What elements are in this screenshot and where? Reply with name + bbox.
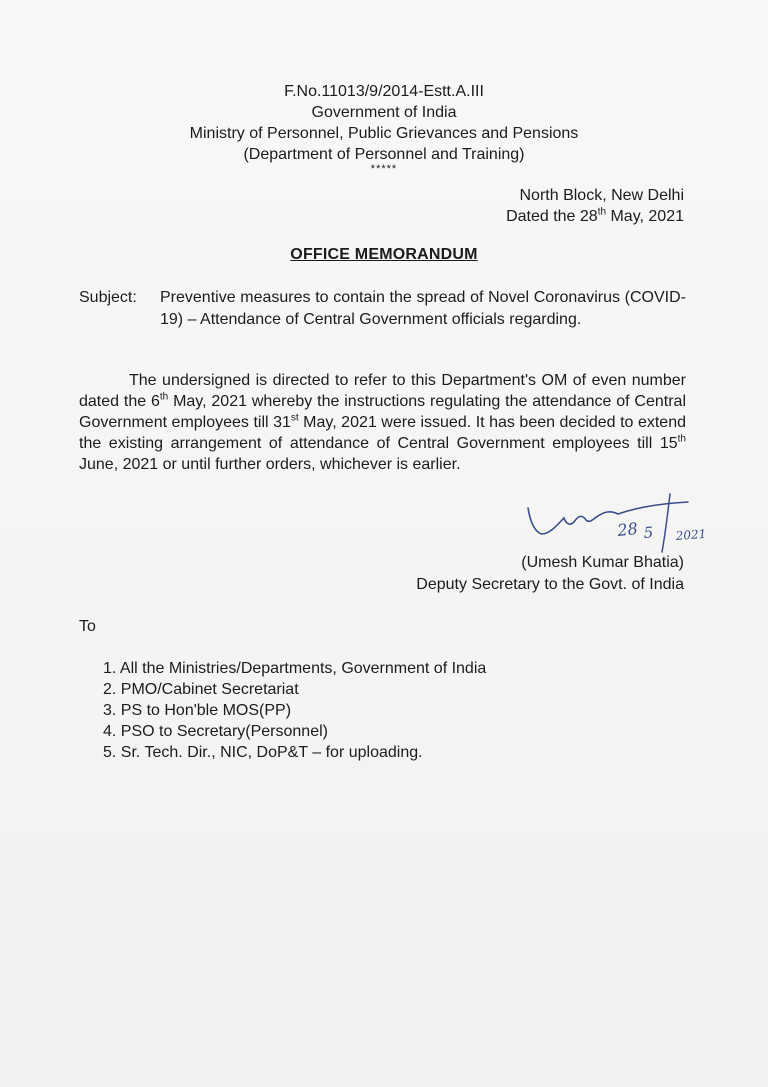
file-number: F.No.11013/9/2014-Estt.A.III	[284, 83, 484, 100]
body-text-4: June, 2021 or until further orders, whichever is earlier.	[79, 456, 461, 473]
distribution-list	[103, 658, 486, 763]
department-name: (Department of Personnel and Training)	[243, 146, 525, 163]
header-separator: *****	[370, 163, 398, 175]
list-item: 3. PS to Hon'ble MOS(PP)	[103, 702, 292, 719]
date-line	[506, 207, 684, 227]
list-item: 5. Sr. Tech. Dir., NIC, DoP&T – for uploading.	[103, 744, 423, 761]
date-prefix: Dated the 28	[506, 208, 598, 225]
handwritten-signature	[520, 490, 720, 560]
signatory-designation: Deputy Secretary to the Govt. of India	[416, 576, 684, 593]
body-sup-3: th	[677, 433, 686, 445]
list-item: 2. PMO/Cabinet Secretariat	[103, 681, 299, 698]
government-name: Government of India	[311, 104, 457, 121]
memo-title: OFFICE MEMORANDUM	[290, 246, 478, 263]
place-line: North Block, New Delhi	[519, 187, 684, 204]
subject-text: Preventive measures to contain the spread of Novel Coronavirus (COVID-19) – Attendance of Central Government officials regarding.	[160, 289, 686, 328]
svg-text:5: 5	[643, 523, 654, 542]
subject-label: Subject:	[79, 289, 137, 306]
body-text-3: May, 2021 were issued. It has been decided to extend the existing arrangement of attendance of Central Government employees till 15	[79, 414, 686, 452]
body-text-2: May, 2021 whereby the instructions regulating the attendance of Central Government employees till 31	[79, 393, 686, 431]
body-sup-1: th	[159, 391, 169, 403]
date-suffix: May, 2021	[606, 208, 684, 225]
body-paragraph	[79, 370, 686, 475]
date-superscript: th	[597, 206, 607, 218]
to-label: To	[79, 618, 96, 635]
signatory-name: (Umesh Kumar Bhatia)	[521, 554, 684, 571]
body-sup-2: st	[290, 412, 299, 424]
svg-text:28: 28	[616, 518, 639, 540]
list-item: 1. All the Ministries/Departments, Government of India	[103, 660, 487, 677]
ministry-name: Ministry of Personnel, Public Grievances and Pensions	[189, 125, 579, 142]
svg-text:2021: 2021	[675, 526, 707, 543]
body-text-1: The undersigned is directed to refer to this Department's OM of even number dated the 6	[79, 372, 686, 410]
list-item: 4. PSO to Secretary(Personnel)	[103, 723, 328, 740]
